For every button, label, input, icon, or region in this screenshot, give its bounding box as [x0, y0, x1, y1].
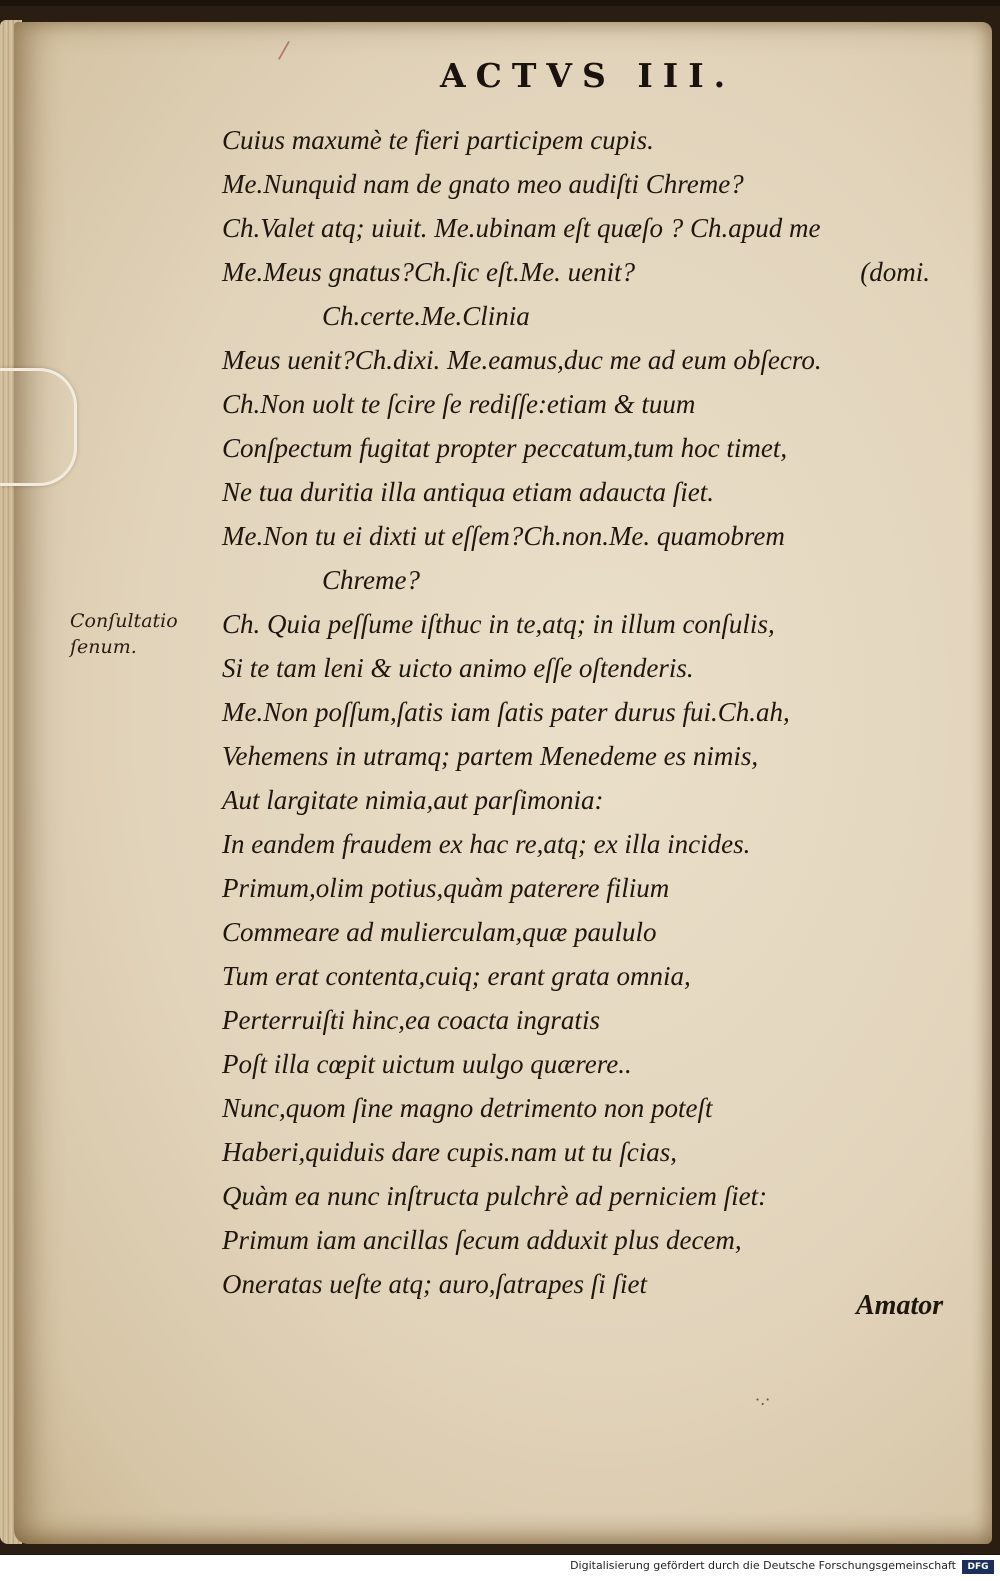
- footer-credit: Digitalisierung gefördert durch die Deutsche Forschungsgemeinschaft: [570, 1559, 956, 1572]
- margin-note-line: ſenum.: [70, 636, 137, 658]
- text-line-with-continuation: [222, 250, 972, 294]
- text-line: Primum iam ancillas ſecum adduxit plus decem,: [222, 1225, 742, 1255]
- text-line: Me.Meus gnatus?Ch.ſic eſt.Me. uenit?: [222, 257, 636, 287]
- dfg-logo: DFG: [962, 1560, 994, 1574]
- text-line: In eandem fraudem ex hac re,atq; ex illa incides.: [222, 829, 751, 859]
- text-line: Tum erat contenta,cuiq; erant grata omnia,: [222, 961, 691, 991]
- text-line: Ne tua duritia illa antiqua etiam adaucta ſiet.: [222, 477, 714, 507]
- text-line: Haberi,quiduis dare cupis.nam ut tu ſcias,: [222, 1137, 677, 1167]
- book-clasp: [0, 368, 77, 486]
- text-line: Si te tam leni & uicto animo eſſe oſtenderis.: [222, 653, 694, 683]
- text-line: Quàm ea nunc inſtructa pulchrè ad perniciem ſiet:: [222, 1181, 768, 1211]
- text-line: Perterruiſti hinc,ea coacta ingratis: [222, 1005, 600, 1035]
- text-line: Me.Non tu ei dixti ut eſſem?Ch.non.Me. quamobrem: [222, 521, 785, 551]
- text-line: Ch.Non uolt te ſcire ſe rediſſe:etiam & tuum: [222, 389, 696, 419]
- text-line: Meus uenit?Ch.dixi. Me.eamus,duc me ad eum obſecro.: [222, 345, 822, 375]
- text-line: Ch.certe.Me.Clinia: [322, 301, 530, 331]
- text-line: Commeare ad mulierculam,quæ paululo: [222, 917, 657, 947]
- margin-note: [70, 608, 220, 660]
- verse-text: [222, 118, 972, 1306]
- text-line: Nunc,quom ſine magno detrimento non poteſt: [222, 1093, 713, 1123]
- pencil-mark-icon: /: [277, 35, 291, 65]
- text-line: Ch. Quia peſſume iſthuc in te,atq; in illum conſulis,: [222, 609, 775, 639]
- text-line: Me.Non poſſum,ſatis iam ſatis pater durus fui.Ch.ah,: [222, 697, 790, 727]
- catchword: Amator: [856, 1290, 944, 1321]
- text-line: Me.Nunquid nam de gnato meo audiſti Chreme?: [222, 169, 744, 199]
- text-line: Chreme?: [322, 565, 420, 595]
- text-line: Aut largitate nimia,aut parſimonia:: [222, 785, 604, 815]
- ink-speck-icon: ·.·: [755, 1390, 771, 1409]
- text-line: Vehemens in utramq; partem Menedeme es nimis,: [222, 741, 759, 771]
- running-title: ACTVS III.: [440, 56, 736, 95]
- line-continuation: (domi.: [860, 257, 930, 287]
- text-line: Cuius maxumè te fieri participem cupis.: [222, 125, 654, 155]
- text-line: Conſpectum fugitat propter peccatum,tum hoc timet,: [222, 433, 788, 463]
- text-line: Oneratas ueſte atq; auro,ſatrapes ſi ſiet: [222, 1269, 647, 1299]
- text-line: Primum,olim potius,quàm paterere filium: [222, 873, 670, 903]
- footer-bar: [0, 1555, 1000, 1581]
- text-line: Poſt illa cœpit uictum uulgo quærere..: [222, 1049, 632, 1079]
- margin-note-line: Conſultatio: [70, 610, 178, 632]
- text-line: Ch.Valet atq; uiuit. Me.ubinam eſt quæſo ? Ch.apud me: [222, 213, 821, 243]
